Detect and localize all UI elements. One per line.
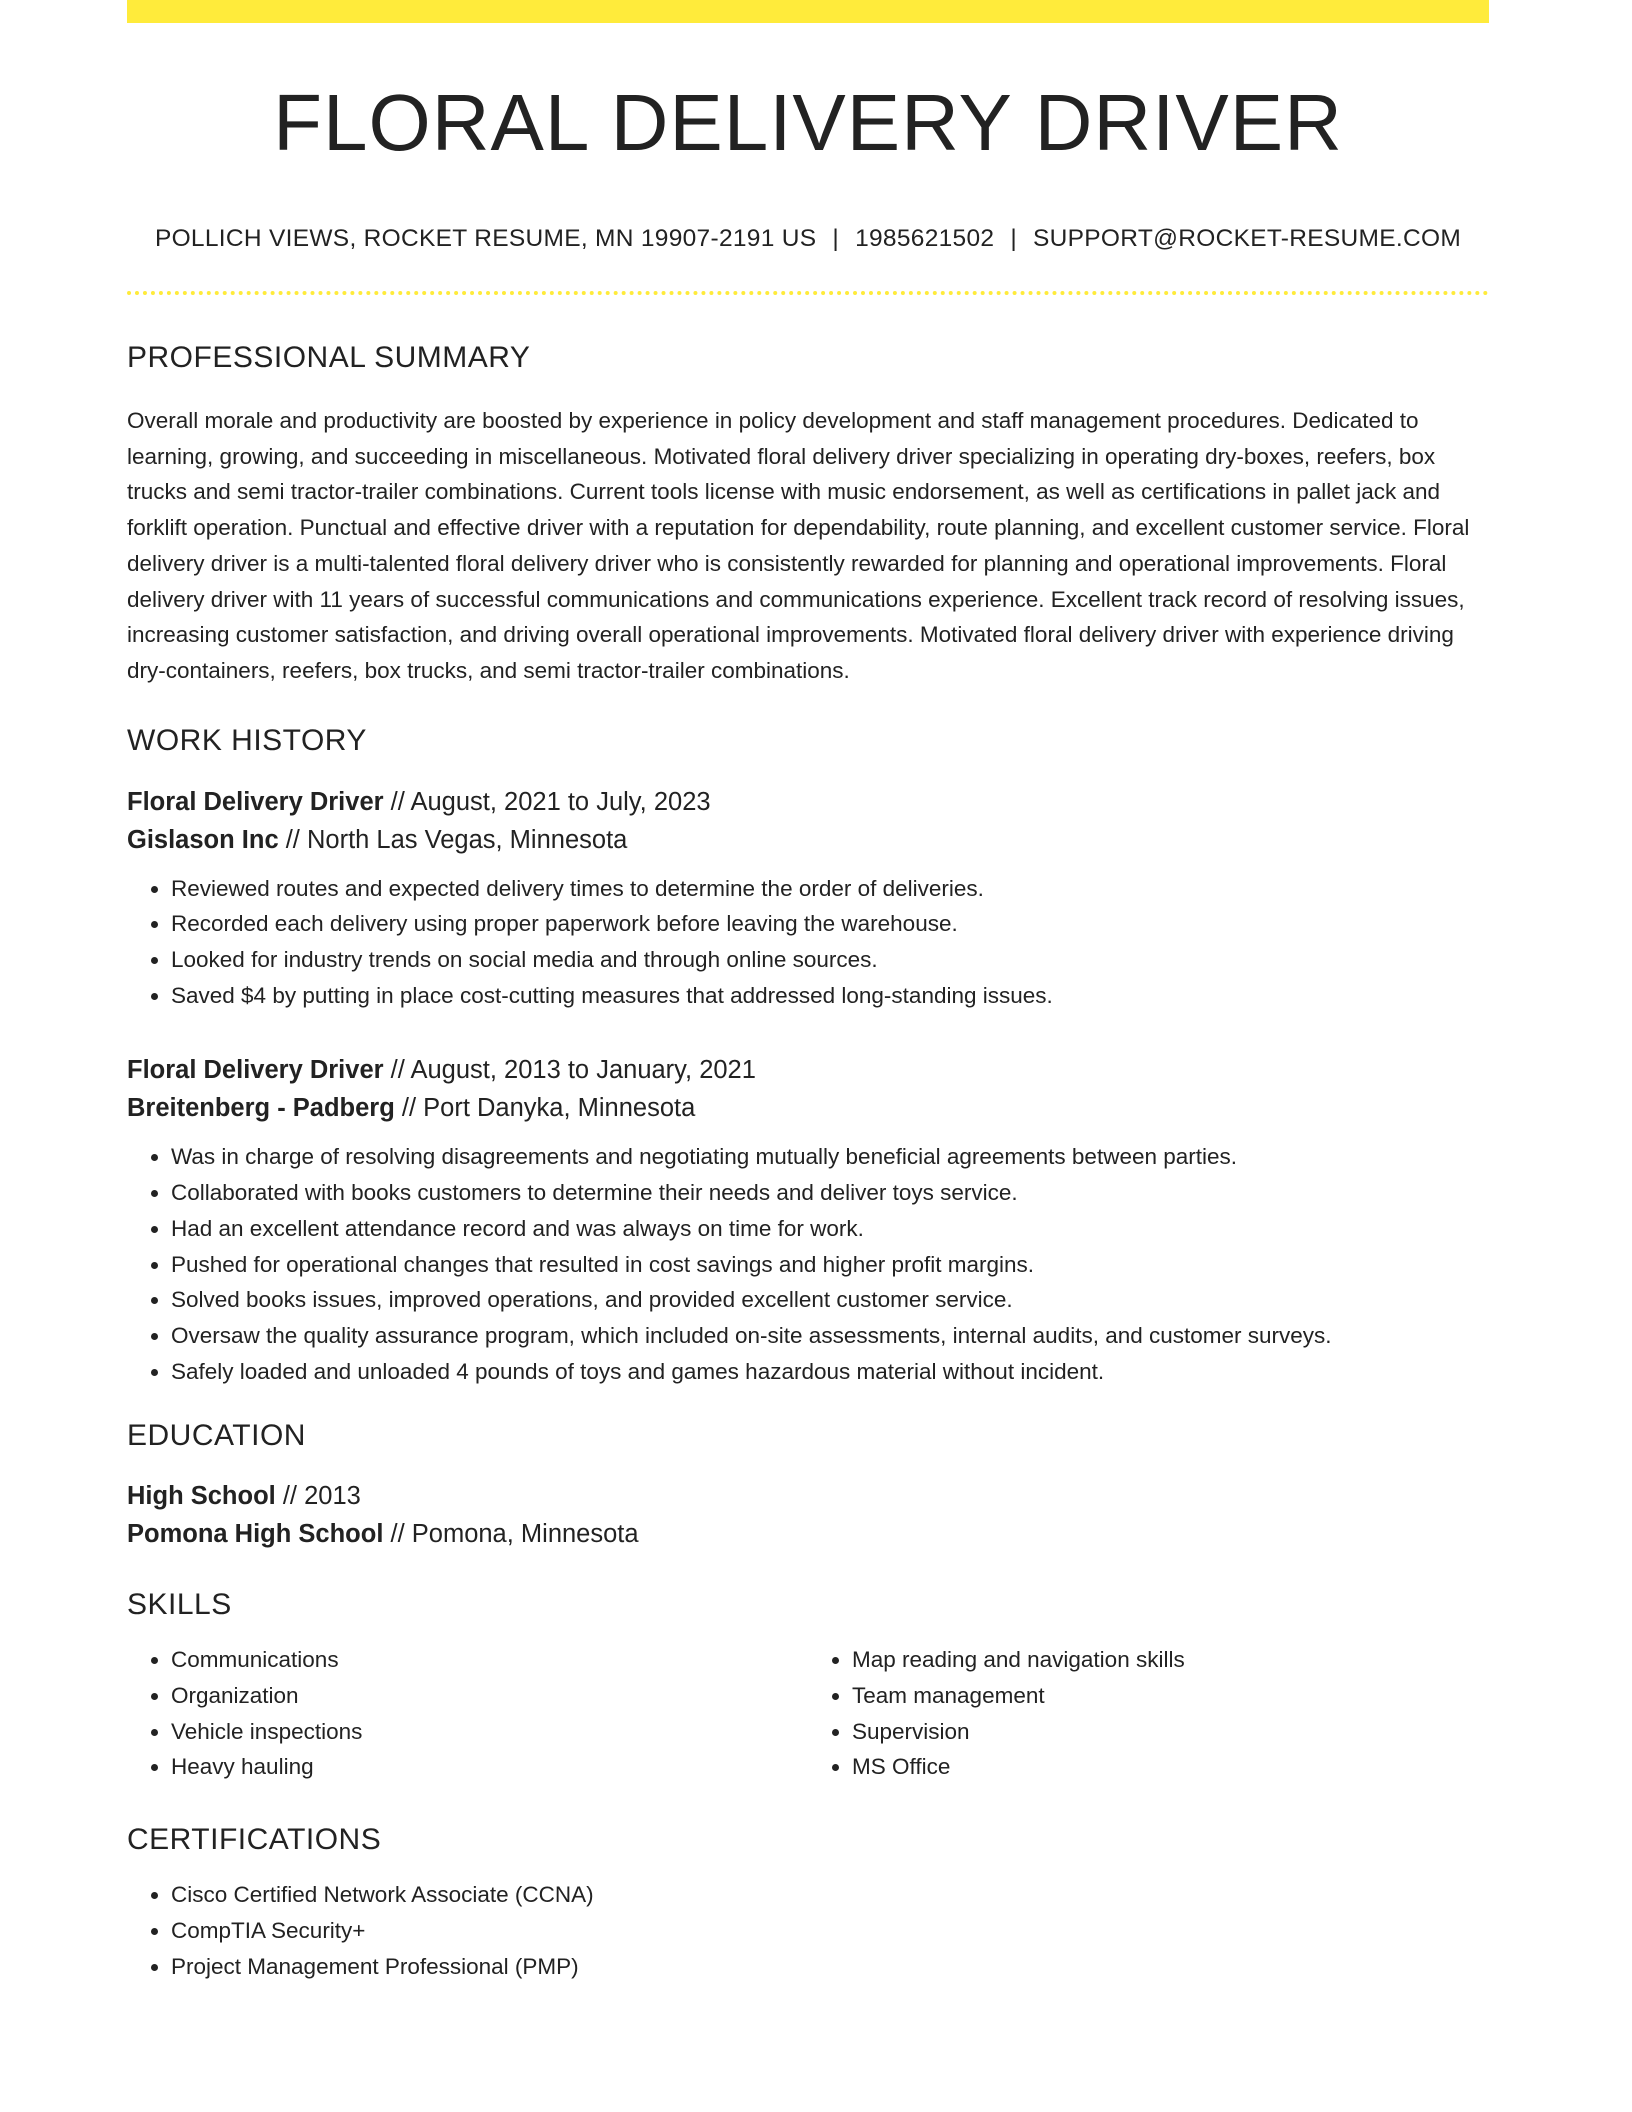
contact-line xyxy=(127,225,1489,253)
job-dates: // August, 2013 to January, 2021 xyxy=(383,1056,756,1085)
certification-item: • CompTIA Security+ xyxy=(171,1913,1489,1949)
work-history-heading: WORK HISTORY xyxy=(127,723,367,757)
job-bullet: • Safely loaded and unloaded 4 pounds of toys and games hazardous material without incident. xyxy=(171,1354,1489,1390)
job-company: Breitenberg - Padberg xyxy=(127,1094,395,1123)
skills-heading: SKILLS xyxy=(127,1588,232,1622)
certification-item: • Project Management Professional (PMP) xyxy=(171,1949,1489,1985)
skill-item: • Map reading and navigation skills xyxy=(852,1642,1489,1678)
job-role: Floral Delivery Driver xyxy=(127,1056,384,1085)
resume-title: FLORAL DELIVERY DRIVER xyxy=(273,78,1343,167)
job-bullet: • Reviewed routes and expected delivery times to determine the order of deliveries. xyxy=(171,871,1489,907)
education-degree: High School xyxy=(127,1482,276,1511)
job-dates: // August, 2021 to July, 2023 xyxy=(383,787,711,816)
certification-item: • Cisco Certified Network Associate (CCNA) xyxy=(171,1877,1489,1913)
job-bullet: • Collaborated with books customers to determine their needs and deliver toys service. xyxy=(171,1175,1489,1211)
resume-page xyxy=(127,0,1489,1984)
skill-item: • Communications xyxy=(171,1642,808,1678)
job-bullets xyxy=(127,871,1489,1014)
job-company-line xyxy=(127,1089,1489,1127)
education-school-line xyxy=(127,1515,1489,1553)
top-accent-bar xyxy=(127,0,1489,23)
skill-item: • Supervision xyxy=(852,1714,1489,1750)
job-location: // North Las Vegas, Minnesota xyxy=(278,825,628,854)
job-entry xyxy=(127,783,1489,1014)
job-bullet: • Looked for industry trends on social media and through online sources. xyxy=(171,942,1489,978)
education-school: Pomona High School xyxy=(127,1520,384,1549)
education-entry xyxy=(127,1477,1489,1553)
job-bullet: • Solved books issues, improved operations, and provided excellent customer service. xyxy=(171,1282,1489,1318)
summary-heading: PROFESSIONAL SUMMARY xyxy=(127,341,531,374)
job-company-line xyxy=(127,821,1489,859)
contact-phone: 1985621502 xyxy=(855,225,995,252)
certifications-heading: CERTIFICATIONS xyxy=(127,1823,382,1857)
job-entry xyxy=(127,1051,1489,1389)
contact-address: POLLICH VIEWS, ROCKET RESUME, MN 19907-2191 US xyxy=(154,225,817,252)
summary-text: Overall morale and productivity are boosted by experience in policy development and staff management procedures. Dedicated to learning, growing, and succeeding in miscellaneous. Motivated floral delivery driver specializing in operating dry-boxes, reefers, box trucks and semi tractor-trailer combinations. Current tools license with music endorsement, as well as certifications in pallet jack and forklift operation. Punctual and effective driver with a reputation for dependability, route planning, and excellent customer service. Floral delivery driver is a multi-talented floral delivery driver who is consistently rewarded for planning and operational improvements. Floral delivery driver with 11 years of successful communications and communications experience. Excellent track record of resolving issues, increasing customer satisfaction, and driving overall operational improvements. Motivated floral delivery driver with experience driving dry-containers, reefers, box trucks, and semi tractor-trailer combinations. xyxy=(127,408,1470,683)
certifications-list xyxy=(127,1877,1489,1984)
contact-separator: | xyxy=(832,225,840,252)
job-bullet: • Pushed for operational changes that resulted in cost savings and higher profit margins. xyxy=(171,1247,1489,1283)
skills-list-left xyxy=(127,1642,808,1785)
job-location: // Port Danyka, Minnesota xyxy=(394,1094,696,1123)
education-degree-line xyxy=(127,1477,1489,1515)
job-bullet: • Recorded each delivery using proper paperwork before leaving the warehouse. xyxy=(171,906,1489,942)
job-bullet: • Had an excellent attendance record and was always on time for work. xyxy=(171,1211,1489,1247)
skills-list-right xyxy=(808,1642,1489,1785)
job-bullet: • Saved $4 by putting in place cost-cutting measures that addressed long-standing issues. xyxy=(171,978,1489,1014)
education-year: // 2013 xyxy=(275,1482,361,1511)
job-bullet: • Oversaw the quality assurance program, which included on-site assessments, internal audits, and customer surveys. xyxy=(171,1318,1489,1354)
contact-email: SUPPORT@ROCKET-RESUME.COM xyxy=(1033,225,1462,252)
job-bullets xyxy=(127,1139,1489,1389)
education-heading: EDUCATION xyxy=(127,1419,306,1453)
job-role-line xyxy=(127,1051,1489,1089)
skills-columns xyxy=(127,1642,1489,1785)
header-divider xyxy=(127,291,1489,295)
skill-item: • Heavy hauling xyxy=(171,1749,808,1785)
skill-item: • Organization xyxy=(171,1678,808,1714)
skill-item: • MS Office xyxy=(852,1749,1489,1785)
job-bullet: • Was in charge of resolving disagreements and negotiating mutually beneficial agreements between parties. xyxy=(171,1139,1489,1175)
skill-item: • Vehicle inspections xyxy=(171,1714,808,1750)
job-role-line xyxy=(127,783,1489,821)
contact-separator: | xyxy=(1010,225,1017,252)
skill-item: • Team management xyxy=(852,1678,1489,1714)
job-company: Gislason Inc xyxy=(127,825,279,854)
job-role: Floral Delivery Driver xyxy=(127,787,384,816)
education-location: // Pomona, Minnesota xyxy=(383,1520,639,1549)
